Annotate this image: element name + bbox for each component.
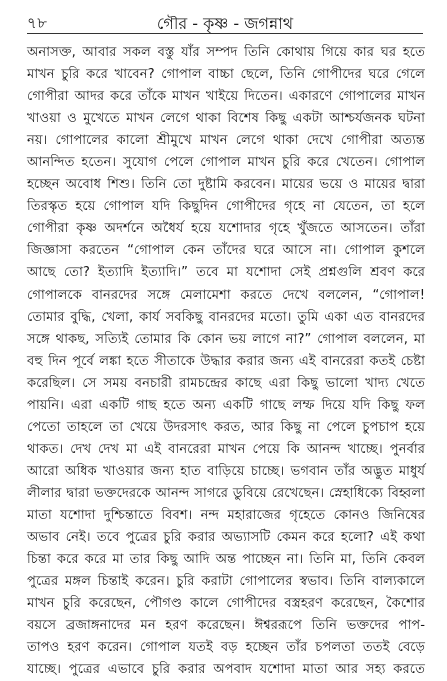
text-line: মাখন চুরি করে খাবেন? গোপাল বাচ্চা ছেলে, তিনি গোপীদের ঘরে গেলে: [27, 67, 425, 83]
text-line: আরো অধিক খাওয়ার জন্য হাত বাড়িয়ে চাচ্ছে। ভগবান তাঁর অদ্ভুত মাধুর্য: [27, 463, 425, 479]
page-number: ৭৮: [27, 14, 48, 32]
text-line: অনাসক্ত, আবার সকল বস্তু যাঁর সম্পদ তিনি কোথায় গিয়ে কার ঘর হতে: [27, 45, 425, 60]
text-line: তোমার বুদ্ধি, খেলা, কার্য সবকিছু বানরদের মতো। তুমি একা এত বানরদের: [27, 309, 425, 325]
text-line: মাখন চুরি করেছেন, পৌগণ্ড কালে গোপীদের বস্ত্রহরণ করেছেন, কৈশোর: [27, 596, 425, 612]
text-line: খাওয়া ও মুখেতে মাখন লেগে থাকা বিশেষ কিছু একটা আশ্চর্যজনক ঘটনা: [27, 111, 425, 127]
body-paragraph: [27, 42, 425, 678]
text-line: বহু দিন পূর্বে লঙ্কা হতে সীতাকে উদ্ধার করার জন্য এই বানরেরা কতই চেষ্টা: [27, 353, 425, 369]
text-line: পুত্রের মঙ্গল চিন্তাই করেন। চুরি করাটা গোপালের স্বভাব। তিনি বাল্যকালে: [27, 574, 425, 590]
text-line: থাকত। দেখ দেখ মা এই বানরেরা মাখন পেয়ে কি আনন্দ খাচ্ছে। পুনর্বার: [27, 441, 425, 457]
text-line: তিরস্কৃত হয়ে গোপাল যদি কিছুদিন গোপীদের গৃহে না যেতেন, তা হলে: [27, 199, 425, 215]
text-line: অভাব নেই। তবে পুত্রের চুরি করার অভ্যাসটি কেমন করে হলো? এই কথা: [27, 530, 425, 546]
text-line: মাতা যশোদা দুশ্চিন্তাতে বিবশ। নন্দ মহারাজের গৃহেতে কোনও জিনিষের: [27, 507, 425, 523]
text-line: আছে তো? ইত্যাদি ইত্যাদি।” তবে মা যশোদা সেই প্রশ্নগুলি শ্রবণ করে: [27, 265, 425, 281]
text-line: গোপীরা কৃষ্ণ অদর্শনে অধৈর্য হয়ে যশোদার গৃহে খুঁজতে আসতেন। তাঁরা: [27, 221, 425, 237]
text-line: গোপীরা আদর করে তাঁকে মাখন খাইয়ে দিতেন। একারণে গোপালের মাখন: [27, 89, 425, 105]
header-divider: [27, 33, 423, 34]
text-line: গোপালকে বানরদের সঙ্গে মেলামেশা করতে দেখে বললেন, “গোপাল!: [27, 287, 425, 303]
text-line: বয়সে ব্রজাঙ্গনাদের মন হরণ করেছেন। ঈশ্বররূপে তিনি ভক্তদের পাপ-: [27, 618, 425, 634]
text-line: পেতো তাহলে তা খেয়ে উদরসাৎ করত, আর কিছু না পেলে চুপচাপ হয়ে: [27, 419, 425, 435]
text-line: হচ্ছেন অবোধ শিশু। তিনি তো দুষ্টামি করবেন। মায়ের ভয়ে ও মায়ের দ্বারা: [27, 177, 425, 193]
text-line: জিজ্ঞাসা করতেন “গোপাল কেন তাঁদের ঘরে আসে না। গোপাল কুশলে: [27, 243, 425, 259]
text-line: করেছিল। সে সময় বনচারী রামচন্দ্রের কাছে এরা কিছু ভালো খাদ্য খেতে: [27, 375, 425, 391]
page-header: [27, 10, 423, 34]
running-title: গৌর - কৃষ্ণ - জগন্নাথ: [156, 14, 294, 33]
text-line: চিন্তা করে করে মা তার কিছু আদি অন্ত পাচ্ছেন না। তিনি মা, তিনি কেবল: [27, 552, 425, 568]
text-line: পায়নি। এরা একটি গাছ হতে অন্য একটি গাছে লম্ফ দিয়ে যদি কিছু ফল: [27, 397, 425, 413]
text-line: তাপও হরণ করেন। গোপাল যতই বড় হচ্ছেন তাঁর চপলতা ততই বেড়ে: [27, 640, 425, 656]
text-line: নয়। গোপালের কালো শ্রীমুখে মাখন লেগে থাকা দেখে গোপীরা অত্যন্ত: [27, 133, 425, 149]
text-line: আনন্দিত হতেন। সুযোগ পেলে গোপাল মাখন চুরি করে খেতেন। গোপাল: [27, 155, 425, 171]
text-line: যাচ্ছে। পুত্রের এভাবে চুরি করার অপবাদ যশোদা মাতা আর সহ্য করতে: [27, 662, 425, 678]
text-line: লীলার দ্বারা ভক্তদেরকে আনন্দ সাগরে ডুবিয়ে রেখেছেন। স্নেহাধিক্যে বিহ্বলা: [27, 485, 425, 501]
text-line: সঙ্গে থাকছ, সত্যিই তোমার কি কোন ভয় লাগে না?” গোপাল বললেন, মা: [27, 331, 425, 347]
